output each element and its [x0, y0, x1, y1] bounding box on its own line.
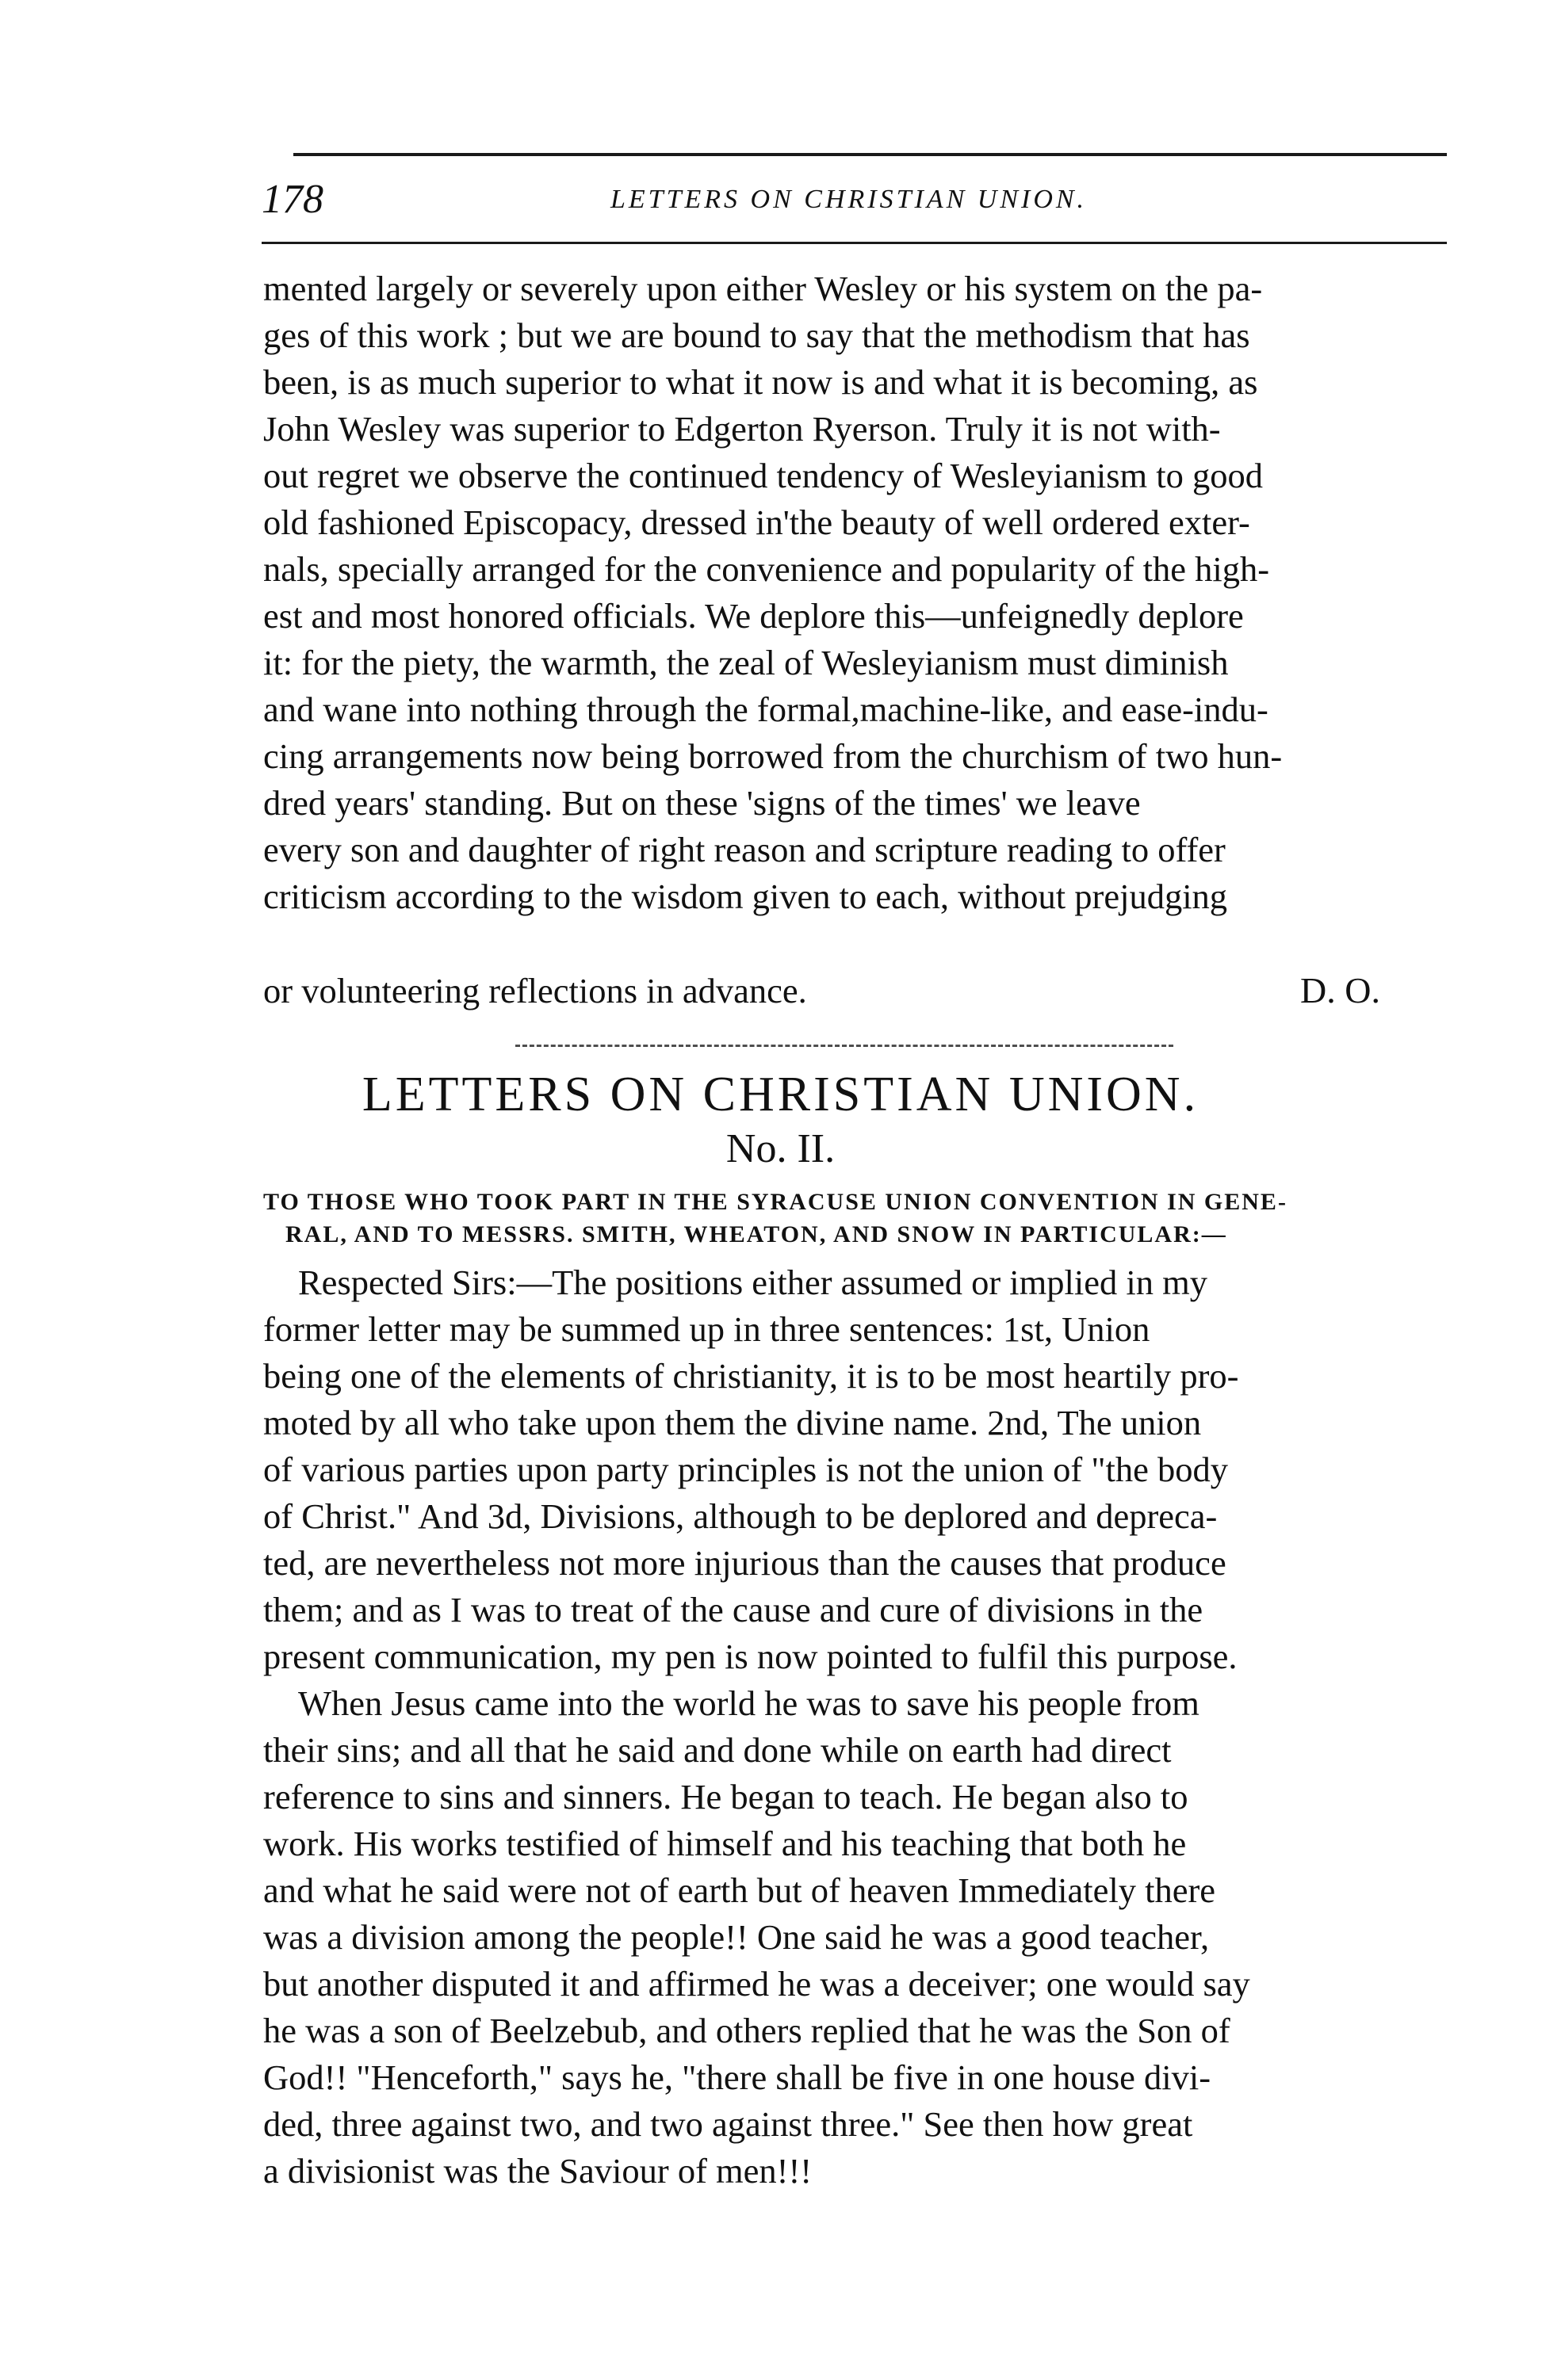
text-line: every son and daughter of right reason and scripture reading to offer: [263, 830, 1226, 869]
text-line: and what he said were not of earth but of heaven Immediately there: [263, 1870, 1216, 1910]
address-line: TO THOSE WHO TOOK PART IN THE SYRACUSE UNION CONVENTION IN GENE-: [263, 1189, 1287, 1215]
text-line: and wane into nothing through the formal,machine-like, and ease-indu-: [263, 690, 1268, 729]
text-line: was a division among the people!! One said he was a good teacher,: [263, 1917, 1210, 1957]
running-head: LETTERS ON CHRISTIAN UNION.: [610, 185, 1088, 214]
text-line: John Wesley was superior to Edgerton Ryerson. Truly it is not with-: [263, 409, 1221, 449]
text-line: ges of this work ; but we are bound to say that the methodism that has: [263, 315, 1250, 355]
text-line: present communication, my pen is now pointed to fulfil this purpose.: [263, 1637, 1238, 1676]
text-line: ted, are nevertheless not more injurious than the causes that produce: [263, 1543, 1226, 1583]
text-line: Respected Sirs:—The positions either assumed or implied in my: [298, 1263, 1207, 1302]
page-number: 178: [262, 177, 323, 222]
address-line: RAL, AND TO MESSRS. SMITH, WHEATON, AND SNOW IN PARTICULAR:—: [285, 1221, 1227, 1247]
text-line: of various parties upon party principles is not the union of "the body: [263, 1450, 1228, 1489]
text-line: God!! "Henceforth," says he, "there shall be five in one house divi-: [263, 2057, 1211, 2097]
text-line: out regret we observe the continued tendency of Wesleyianism to good: [263, 456, 1264, 495]
text-line: cing arrangements now being borrowed from the churchism of two hun-: [263, 736, 1283, 776]
top-rule: [293, 153, 1447, 156]
text-line: their sins; and all that he said and done while on earth had direct: [263, 1730, 1172, 1770]
text-line: it: for the piety, the warmth, the zeal of Wesleyianism must diminish: [263, 643, 1229, 682]
text-line: he was a son of Beelzebub, and others replied that he was the Son of: [263, 2011, 1230, 2050]
text-line: moted by all who take upon them the divine name. 2nd, The union: [263, 1403, 1202, 1442]
text-line: When Jesus came into the world he was to save his people from: [298, 1683, 1199, 1723]
header-rule: [262, 242, 1447, 244]
text-line: them; and as I was to treat of the cause and cure of divisions in the: [263, 1590, 1203, 1629]
text-line: of Christ." And 3d, Divisions, although to be deplored and depreca-: [263, 1496, 1218, 1536]
text-line: old fashioned Episcopacy, dressed in'the beauty of well ordered exter-: [263, 502, 1250, 542]
text-line: est and most honored officials. We deplore this—unfeignedly deplore: [263, 596, 1244, 636]
text-line: former letter may be summed up in three sentences: 1st, Union: [263, 1309, 1150, 1349]
text-line: but another disputed it and affirmed he was a deceiver; one would say: [263, 1964, 1250, 2004]
text-line: reference to sins and sinners. He began to teach. He began also to: [263, 1777, 1188, 1817]
text-line: work. His works testified of himself and his teaching that both he: [263, 1824, 1187, 1863]
section-divider: [515, 1045, 1173, 1061]
text-line: or volunteering reflections in advance.: [263, 971, 807, 1010]
text-line: mented largely or severely upon either Wesley or his system on the pa-: [263, 269, 1263, 308]
text-line: nals, specially arranged for the convenience and popularity of the high-: [263, 549, 1270, 589]
text-line: criticism according to the wisdom given to each, without prejudging: [263, 877, 1228, 916]
text-line: ded, three against two, and two against three." See then how great: [263, 2104, 1193, 2144]
text-line: been, is as much superior to what it now is and what it is becoming, as: [263, 362, 1258, 402]
text-line: being one of the elements of christianity, it is to be most heartily pro-: [263, 1356, 1239, 1396]
text-line: dred years' standing. But on these 'signs of the times' we leave: [263, 783, 1141, 823]
text-line: a divisionist was the Saviour of men!!!: [263, 2151, 813, 2191]
section-title: LETTERS ON CHRISTIAN UNION.: [362, 1068, 1199, 1121]
section-number: No. II.: [725, 1126, 836, 1171]
signature: D. O.: [1300, 970, 1380, 1010]
